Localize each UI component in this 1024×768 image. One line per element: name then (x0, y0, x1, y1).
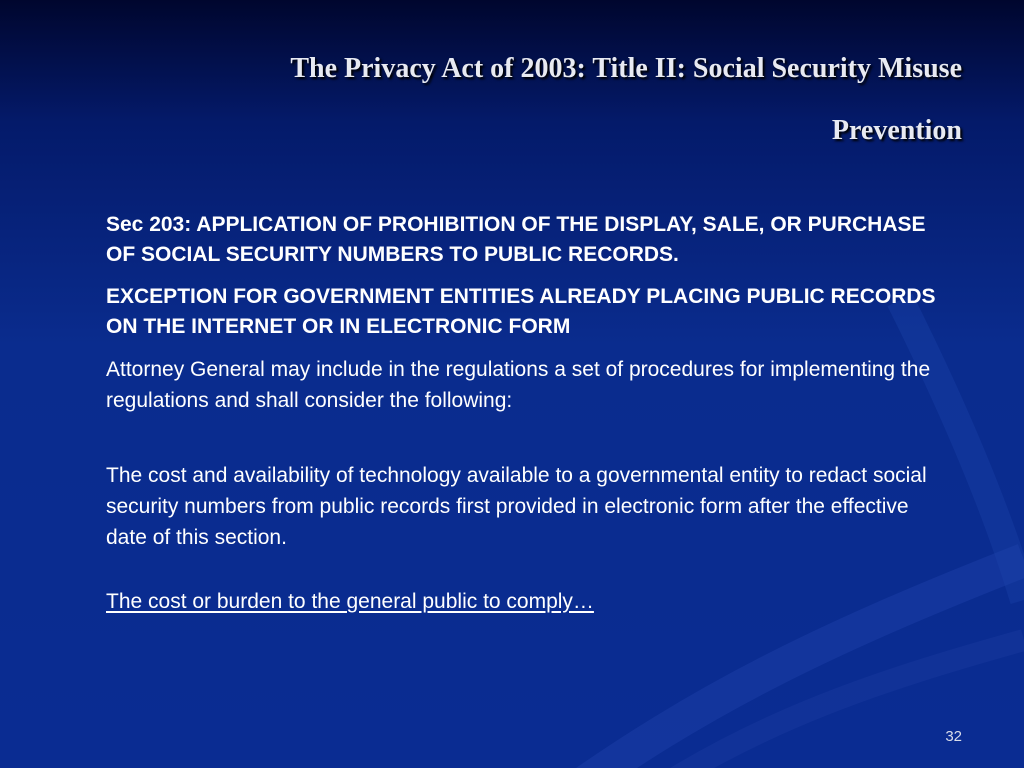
section-heading: Sec 203: APPLICATION OF PROHIBITION OF THE DISPLAY, SALE, OR PURCHASE OF SOCIAL SECURITY NUMBERS TO PUBLIC RECORDS. (106, 213, 926, 266)
public-burden-link[interactable]: The cost or burden to the general public to comply… (106, 590, 594, 613)
slide-title-line-1: The Privacy Act of 2003: Title II: Social Security Misuse (290, 53, 962, 84)
technology-cost-paragraph: The cost and availability of technology available to a governmental entity to redact social security numbers from public records first provided in electronic form after the effective date of this section. (106, 464, 927, 549)
page-number: 32 (945, 728, 962, 745)
exception-heading: EXCEPTION FOR GOVERNMENT ENTITIES ALREADY PLACING PUBLIC RECORDS ON THE INTERNET OR IN ELECTRONIC FORM (106, 285, 936, 338)
slide-title (62, 38, 962, 162)
slide-title-line-2: Prevention (831, 115, 962, 146)
slide-body (106, 210, 936, 617)
procedures-paragraph: Attorney General may include in the regulations a set of procedures for implementing the regulations and shall consider the following: (106, 358, 931, 412)
